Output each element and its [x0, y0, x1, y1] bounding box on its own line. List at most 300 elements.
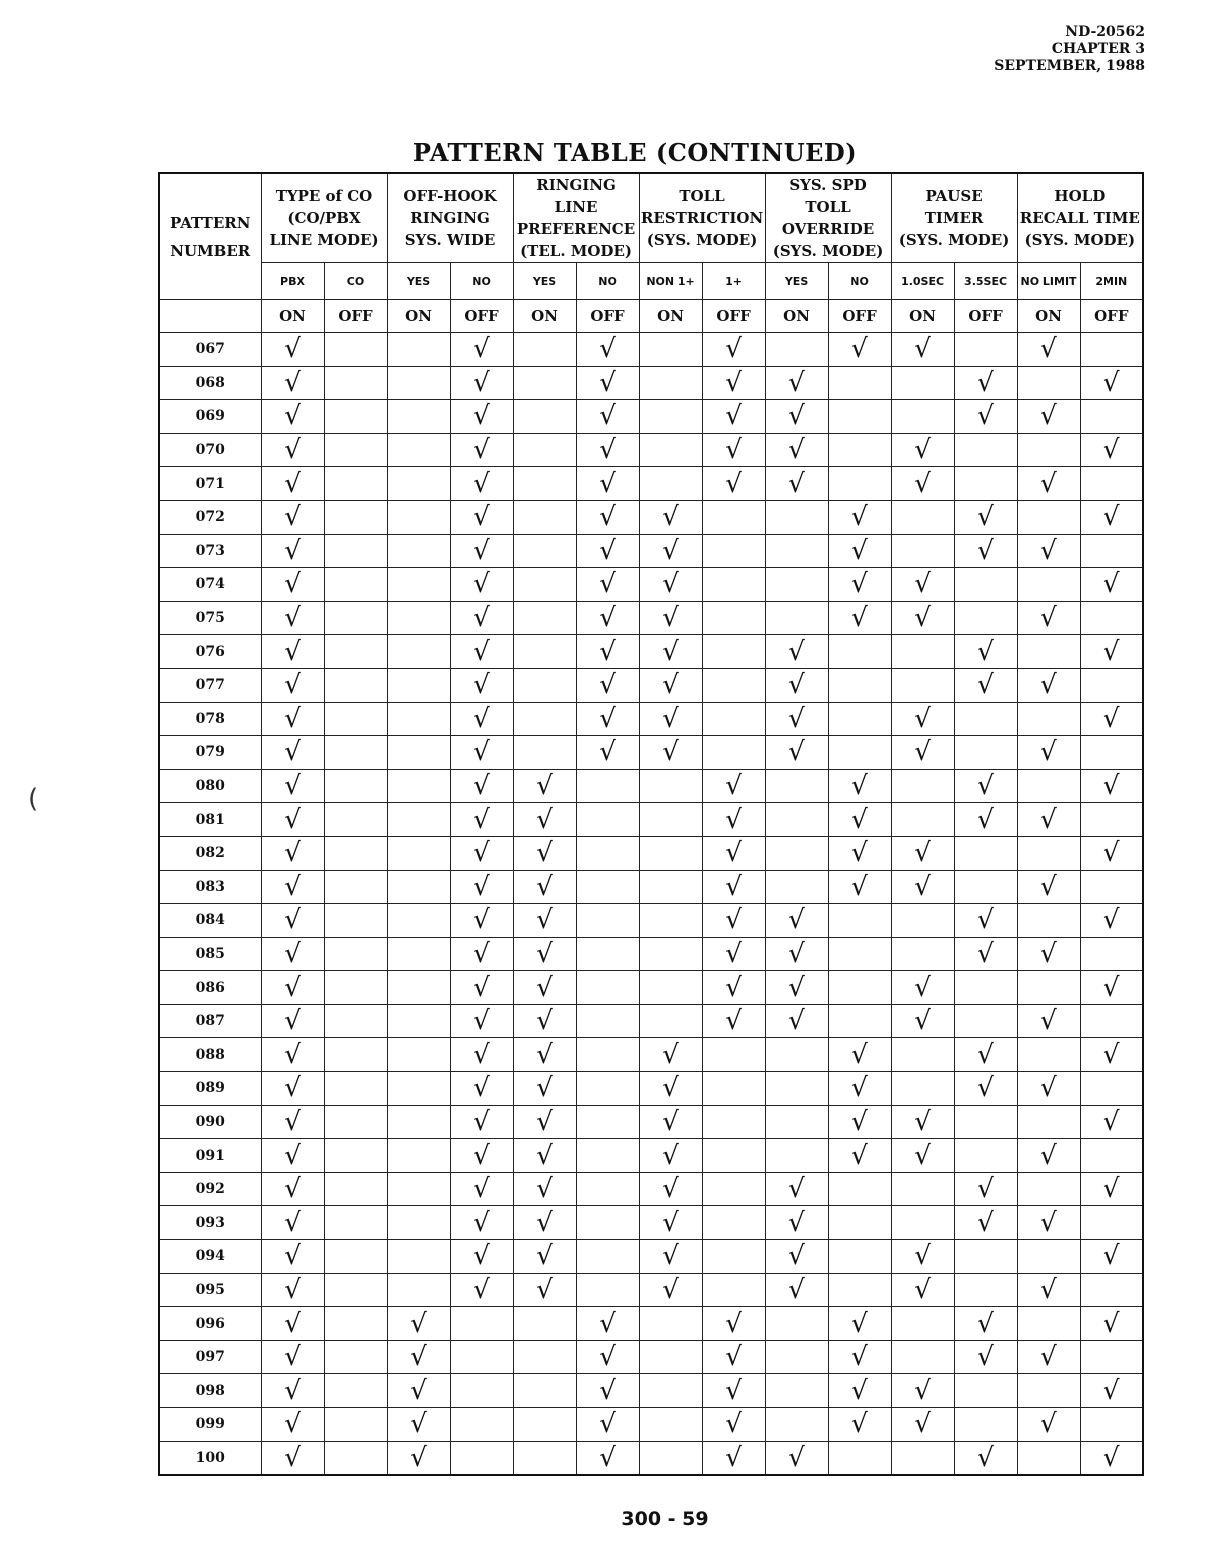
empty-cell	[954, 971, 1017, 1005]
empty-cell	[387, 1004, 450, 1038]
pattern-number: 070	[159, 433, 261, 467]
empty-cell	[828, 971, 891, 1005]
empty-cell	[324, 1004, 387, 1038]
empty-cell	[828, 1240, 891, 1274]
empty-cell	[954, 1240, 1017, 1274]
group-header: OFF-HOOK RINGING SYS. WIDE	[387, 173, 513, 263]
empty-cell	[1017, 1441, 1080, 1475]
pattern-number: 098	[159, 1374, 261, 1408]
empty-cell	[324, 601, 387, 635]
empty-cell	[387, 433, 450, 467]
check-mark-cell: √	[702, 870, 765, 904]
empty-cell	[702, 1240, 765, 1274]
switch-state-header: OFF	[324, 300, 387, 333]
empty-cell	[513, 1340, 576, 1374]
empty-cell	[702, 1038, 765, 1072]
empty-cell	[702, 601, 765, 635]
check-mark-cell: √	[261, 1004, 324, 1038]
empty-cell	[765, 568, 828, 602]
switch-state-header: ON	[1017, 300, 1080, 333]
empty-cell	[387, 1139, 450, 1173]
check-mark-cell: √	[261, 836, 324, 870]
check-mark-cell: √	[450, 1172, 513, 1206]
check-mark-cell: √	[450, 702, 513, 736]
check-mark-cell: √	[450, 568, 513, 602]
check-mark-cell: √	[891, 1273, 954, 1307]
check-mark-cell: √	[261, 803, 324, 837]
check-mark-cell: √	[513, 1172, 576, 1206]
check-mark-cell: √	[1017, 937, 1080, 971]
empty-cell	[702, 568, 765, 602]
pattern-number: 097	[159, 1340, 261, 1374]
switch-state-header: ON	[261, 300, 324, 333]
check-mark-cell: √	[639, 1139, 702, 1173]
check-mark-cell: √	[1080, 904, 1143, 938]
empty-cell	[576, 1273, 639, 1307]
empty-cell	[576, 1172, 639, 1206]
check-mark-cell: √	[765, 433, 828, 467]
check-mark-cell: √	[828, 1038, 891, 1072]
table-row	[159, 333, 1143, 367]
check-mark-cell: √	[1080, 1038, 1143, 1072]
empty-cell	[828, 1004, 891, 1038]
check-mark-cell: √	[576, 702, 639, 736]
empty-cell	[639, 1307, 702, 1341]
check-mark-cell: √	[450, 467, 513, 501]
table-row	[159, 1307, 1143, 1341]
check-mark-cell: √	[954, 1340, 1017, 1374]
check-mark-cell: √	[639, 534, 702, 568]
empty-cell	[1080, 1072, 1143, 1106]
option-header: NON 1+	[639, 263, 702, 300]
empty-cell	[639, 433, 702, 467]
table-row	[159, 1038, 1143, 1072]
table-row	[159, 904, 1143, 938]
check-mark-cell: √	[513, 1004, 576, 1038]
check-mark-cell: √	[765, 1206, 828, 1240]
check-mark-cell: √	[261, 467, 324, 501]
check-mark-cell: √	[765, 1273, 828, 1307]
check-mark-cell: √	[765, 1441, 828, 1475]
pattern-number: 092	[159, 1172, 261, 1206]
empty-cell	[1017, 1240, 1080, 1274]
pattern-number: 067	[159, 333, 261, 367]
check-mark-cell: √	[891, 870, 954, 904]
empty-cell	[765, 1408, 828, 1442]
empty-cell	[639, 1004, 702, 1038]
check-mark-cell: √	[702, 937, 765, 971]
check-mark-cell: √	[450, 836, 513, 870]
check-mark-cell: √	[576, 1307, 639, 1341]
empty-cell	[954, 1408, 1017, 1442]
check-mark-cell: √	[828, 500, 891, 534]
option-header: YES	[513, 263, 576, 300]
empty-cell	[765, 1374, 828, 1408]
check-mark-cell: √	[954, 1038, 1017, 1072]
empty-cell	[387, 1105, 450, 1139]
check-mark-cell: √	[954, 366, 1017, 400]
check-mark-cell: √	[1080, 769, 1143, 803]
check-mark-cell: √	[576, 1374, 639, 1408]
check-mark-cell: √	[891, 1139, 954, 1173]
option-header: NO	[450, 263, 513, 300]
empty-cell	[576, 937, 639, 971]
pattern-number: 087	[159, 1004, 261, 1038]
check-mark-cell: √	[828, 1408, 891, 1442]
check-mark-cell: √	[891, 1240, 954, 1274]
empty-cell	[324, 467, 387, 501]
check-mark-cell: √	[1017, 400, 1080, 434]
check-mark-cell: √	[261, 769, 324, 803]
empty-cell	[324, 1038, 387, 1072]
check-mark-cell: √	[1080, 1307, 1143, 1341]
empty-cell	[387, 769, 450, 803]
empty-cell	[702, 1206, 765, 1240]
empty-cell	[1080, 1206, 1143, 1240]
check-mark-cell: √	[828, 803, 891, 837]
empty-cell	[891, 803, 954, 837]
empty-cell	[513, 1307, 576, 1341]
empty-cell	[324, 1408, 387, 1442]
check-mark-cell: √	[261, 1038, 324, 1072]
switch-state-header: OFF	[576, 300, 639, 333]
empty-cell	[954, 870, 1017, 904]
switch-state-header: ON	[513, 300, 576, 333]
check-mark-cell: √	[576, 568, 639, 602]
check-mark-cell: √	[450, 668, 513, 702]
check-mark-cell: √	[765, 400, 828, 434]
empty-cell	[891, 769, 954, 803]
check-mark-cell: √	[1017, 870, 1080, 904]
empty-cell	[954, 1139, 1017, 1173]
option-header: 1+	[702, 263, 765, 300]
check-mark-cell: √	[1080, 1105, 1143, 1139]
group-header: TOLL RESTRICTION (SYS. MODE)	[639, 173, 765, 263]
check-mark-cell: √	[891, 1408, 954, 1442]
option-header: 2MIN	[1080, 263, 1143, 300]
switch-state-header: OFF	[450, 300, 513, 333]
empty-cell	[891, 1072, 954, 1106]
empty-cell	[387, 870, 450, 904]
check-mark-cell: √	[702, 1441, 765, 1475]
check-mark-cell: √	[1017, 1072, 1080, 1106]
empty-cell	[891, 1172, 954, 1206]
check-mark-cell: √	[1080, 635, 1143, 669]
empty-cell	[891, 1206, 954, 1240]
check-mark-cell: √	[954, 1307, 1017, 1341]
pattern-number: 078	[159, 702, 261, 736]
empty-cell	[387, 333, 450, 367]
empty-cell	[828, 1172, 891, 1206]
pattern-table	[158, 172, 1144, 1476]
empty-cell	[702, 668, 765, 702]
option-header: NO	[576, 263, 639, 300]
margin-mark: (	[28, 784, 39, 814]
check-mark-cell: √	[387, 1408, 450, 1442]
check-mark-cell: √	[765, 937, 828, 971]
empty-cell	[828, 1206, 891, 1240]
empty-cell	[828, 635, 891, 669]
table-row	[159, 1408, 1143, 1442]
check-mark-cell: √	[639, 1172, 702, 1206]
empty-cell	[765, 769, 828, 803]
table-row	[159, 1139, 1143, 1173]
check-mark-cell: √	[765, 366, 828, 400]
check-mark-cell: √	[702, 769, 765, 803]
pattern-number: 084	[159, 904, 261, 938]
empty-cell	[324, 366, 387, 400]
option-header: YES	[765, 263, 828, 300]
check-mark-cell: √	[576, 467, 639, 501]
empty-cell	[891, 534, 954, 568]
check-mark-cell: √	[261, 1240, 324, 1274]
check-mark-cell: √	[576, 601, 639, 635]
check-mark-cell: √	[261, 1441, 324, 1475]
empty-cell	[828, 736, 891, 770]
empty-cell	[324, 904, 387, 938]
sub-header-row	[159, 263, 1143, 300]
check-mark-cell: √	[261, 433, 324, 467]
check-mark-cell: √	[765, 1004, 828, 1038]
empty-cell	[1017, 769, 1080, 803]
empty-cell	[765, 1038, 828, 1072]
empty-cell	[513, 433, 576, 467]
check-mark-cell: √	[450, 534, 513, 568]
empty-cell	[1080, 937, 1143, 971]
check-mark-cell: √	[891, 1374, 954, 1408]
empty-cell	[828, 1273, 891, 1307]
check-mark-cell: √	[639, 1240, 702, 1274]
check-mark-cell: √	[576, 635, 639, 669]
table-row	[159, 702, 1143, 736]
empty-cell	[1017, 836, 1080, 870]
table-row	[159, 500, 1143, 534]
empty-cell	[765, 1340, 828, 1374]
empty-cell	[1080, 400, 1143, 434]
empty-cell	[1017, 1374, 1080, 1408]
check-mark-cell: √	[639, 1273, 702, 1307]
table-row	[159, 1172, 1143, 1206]
check-mark-cell: √	[891, 467, 954, 501]
check-mark-cell: √	[828, 1374, 891, 1408]
check-mark-cell: √	[765, 467, 828, 501]
empty-cell	[765, 1139, 828, 1173]
table-row	[159, 1004, 1143, 1038]
table-row	[159, 937, 1143, 971]
check-mark-cell: √	[891, 702, 954, 736]
check-mark-cell: √	[450, 971, 513, 1005]
pattern-number: 099	[159, 1408, 261, 1442]
check-mark-cell: √	[828, 601, 891, 635]
check-mark-cell: √	[450, 400, 513, 434]
empty-cell	[324, 635, 387, 669]
blank-state-cell	[159, 300, 261, 333]
empty-cell	[765, 500, 828, 534]
doc-number: ND-20562	[1065, 24, 1145, 40]
pattern-number: 075	[159, 601, 261, 635]
check-mark-cell: √	[765, 635, 828, 669]
empty-cell	[387, 400, 450, 434]
empty-cell	[324, 568, 387, 602]
check-mark-cell: √	[891, 433, 954, 467]
table-row	[159, 467, 1143, 501]
check-mark-cell: √	[513, 1072, 576, 1106]
check-mark-cell: √	[1080, 500, 1143, 534]
empty-cell	[576, 870, 639, 904]
empty-cell	[387, 971, 450, 1005]
group-header: PAUSE TIMER (SYS. MODE)	[891, 173, 1017, 263]
empty-cell	[702, 702, 765, 736]
empty-cell	[1017, 433, 1080, 467]
empty-cell	[324, 803, 387, 837]
check-mark-cell: √	[1017, 534, 1080, 568]
empty-cell	[702, 1273, 765, 1307]
empty-cell	[576, 1139, 639, 1173]
pattern-number: 074	[159, 568, 261, 602]
check-mark-cell: √	[828, 568, 891, 602]
check-mark-cell: √	[828, 1340, 891, 1374]
empty-cell	[1080, 534, 1143, 568]
switch-state-header: OFF	[702, 300, 765, 333]
empty-cell	[387, 500, 450, 534]
empty-cell	[387, 803, 450, 837]
empty-cell	[828, 433, 891, 467]
check-mark-cell: √	[702, 1408, 765, 1442]
empty-cell	[639, 1408, 702, 1442]
check-mark-cell: √	[387, 1374, 450, 1408]
check-mark-cell: √	[513, 870, 576, 904]
group-header: SYS. SPD TOLL OVERRIDE (SYS. MODE)	[765, 173, 891, 263]
empty-cell	[324, 668, 387, 702]
empty-cell	[891, 1340, 954, 1374]
pattern-number: 100	[159, 1441, 261, 1475]
empty-cell	[513, 601, 576, 635]
check-mark-cell: √	[639, 1072, 702, 1106]
check-mark-cell: √	[639, 702, 702, 736]
pattern-number: 089	[159, 1072, 261, 1106]
check-mark-cell: √	[450, 1038, 513, 1072]
pattern-number: 088	[159, 1038, 261, 1072]
page-title: PATTERN TABLE (CONTINUED)	[412, 138, 858, 167]
check-mark-cell: √	[261, 400, 324, 434]
empty-cell	[828, 366, 891, 400]
check-mark-cell: √	[1017, 601, 1080, 635]
empty-cell	[387, 1072, 450, 1106]
empty-cell	[765, 333, 828, 367]
check-mark-cell: √	[450, 601, 513, 635]
empty-cell	[954, 568, 1017, 602]
check-mark-cell: √	[576, 366, 639, 400]
check-mark-cell: √	[828, 1307, 891, 1341]
table-row	[159, 1206, 1143, 1240]
empty-cell	[576, 1004, 639, 1038]
check-mark-cell: √	[513, 836, 576, 870]
empty-cell	[387, 736, 450, 770]
empty-cell	[513, 366, 576, 400]
option-header: NO	[828, 263, 891, 300]
check-mark-cell: √	[450, 736, 513, 770]
check-mark-cell: √	[261, 635, 324, 669]
table-row	[159, 1105, 1143, 1139]
empty-cell	[1017, 568, 1080, 602]
empty-cell	[828, 702, 891, 736]
empty-cell	[1080, 1273, 1143, 1307]
empty-cell	[450, 1340, 513, 1374]
empty-cell	[387, 836, 450, 870]
check-mark-cell: √	[261, 1072, 324, 1106]
check-mark-cell: √	[261, 1307, 324, 1341]
empty-cell	[1017, 500, 1080, 534]
check-mark-cell: √	[387, 1307, 450, 1341]
empty-cell	[324, 1139, 387, 1173]
empty-cell	[891, 668, 954, 702]
pattern-number: 086	[159, 971, 261, 1005]
check-mark-cell: √	[1080, 568, 1143, 602]
check-mark-cell: √	[576, 333, 639, 367]
empty-cell	[828, 467, 891, 501]
check-mark-cell: √	[450, 333, 513, 367]
check-mark-cell: √	[828, 1072, 891, 1106]
table-row	[159, 1273, 1143, 1307]
option-header: 1.0SEC	[891, 263, 954, 300]
empty-cell	[1017, 904, 1080, 938]
switch-state-header: ON	[765, 300, 828, 333]
check-mark-cell: √	[954, 904, 1017, 938]
check-mark-cell: √	[891, 601, 954, 635]
empty-cell	[513, 534, 576, 568]
check-mark-cell: √	[954, 400, 1017, 434]
check-mark-cell: √	[954, 534, 1017, 568]
empty-cell	[1017, 971, 1080, 1005]
check-mark-cell: √	[576, 736, 639, 770]
empty-cell	[324, 433, 387, 467]
empty-cell	[954, 1374, 1017, 1408]
empty-cell	[387, 1240, 450, 1274]
check-mark-cell: √	[891, 1105, 954, 1139]
empty-cell	[513, 568, 576, 602]
empty-cell	[324, 870, 387, 904]
empty-cell	[702, 635, 765, 669]
table-body	[159, 333, 1143, 1476]
table-row	[159, 1072, 1143, 1106]
check-mark-cell: √	[702, 1374, 765, 1408]
check-mark-cell: √	[639, 568, 702, 602]
empty-cell	[387, 366, 450, 400]
empty-cell	[828, 668, 891, 702]
check-mark-cell: √	[1017, 333, 1080, 367]
check-mark-cell: √	[702, 803, 765, 837]
check-mark-cell: √	[702, 400, 765, 434]
empty-cell	[324, 1072, 387, 1106]
empty-cell	[324, 500, 387, 534]
check-mark-cell: √	[513, 1105, 576, 1139]
table-row	[159, 568, 1143, 602]
empty-cell	[1017, 1307, 1080, 1341]
check-mark-cell: √	[261, 534, 324, 568]
empty-cell	[387, 1172, 450, 1206]
check-mark-cell: √	[513, 1139, 576, 1173]
empty-cell	[576, 971, 639, 1005]
empty-cell	[702, 1172, 765, 1206]
empty-cell	[639, 971, 702, 1005]
page-number: 300 - 59	[621, 1508, 709, 1530]
check-mark-cell: √	[828, 870, 891, 904]
check-mark-cell: √	[450, 803, 513, 837]
check-mark-cell: √	[765, 702, 828, 736]
pattern-number: 096	[159, 1307, 261, 1341]
empty-cell	[513, 467, 576, 501]
empty-cell	[513, 400, 576, 434]
